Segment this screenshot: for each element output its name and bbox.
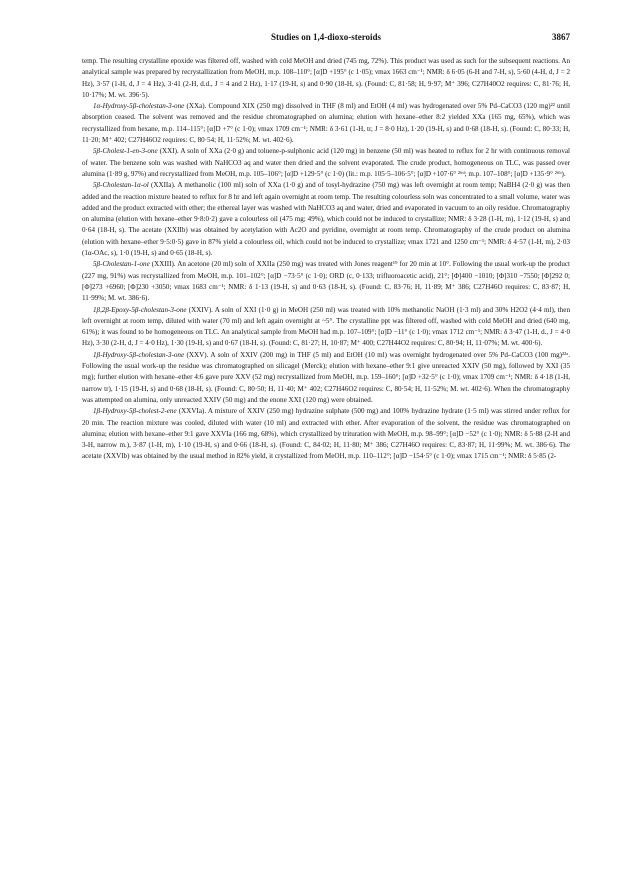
paragraph-compound-xxv <box>82 350 570 406</box>
paragraph-text: (XXVIa). A mixture of XXIV (250 mg) hydrazine sulphate (500 mg) and 100% hydrazine hydrate (1·5 ml) was stirred under reflux for 20 min. The reaction mixture was cooled, diluted with water (10 ml) and extracted with ether. After evaporation of the solvent, the residue was chromatographed on alumina; elution with hexane–ether 9:1 gave XXVIa (166 mg, 68%), which crystallized by trituration with MeOH, m.p. 98–99°; [α]D −52° (c 1·0); NMR: δ 5·88 (2-H and 3-H, narrow m.), 3·87 (1-H, m), 1·10 (19-H, s) and 0·66 (18-H, s). (Found: C, 84·02; H, 11·80; M⁺ 386; C27H46O requires: C, 83·87; H, 11·99%; M. wt. 386·6). The acetate (XXVIb) was obtained by the usual method in 82% yield, it crystallized from MeOH, m.p. 110–112°; [α]D −154·5° (c 1·0); νmax 1715 cm⁻¹; NMR: δ 5·85 (2- <box>82 407 570 461</box>
compound-heading: 1β,2β-Epoxy-5β-cholestan-3-one <box>93 305 187 314</box>
page-number: 3867 <box>552 32 570 42</box>
paragraph-compound-xxa <box>82 101 570 146</box>
paragraph-compound-xxi <box>82 146 570 180</box>
paragraph-compound-xxiv <box>82 305 570 350</box>
paragraph-text: (XXI). A soln of XXa (2·0 g) and toluene-p-sulphonic acid (120 mg) in benzene (50 ml) was heated to reflux for 2 hr with continuous removal of water. The benzene soln was washed with NaHCO3 aq and water then dried and the solvent evaporated. The crude product, homogeneous on TLC, was passed over alumina (1·89 g, 97%) and recrystallized from MeOH, m.p. 105–106°; [α]D +129·5° (c 1·0) (lit.: m.p. 105·5–106·5°; [α]D +107·6° ²⁶ᵈ; m.p. 107–108°; [α]D +135·9° ²⁶ᵇ). <box>82 147 570 178</box>
paragraph-text: (XXIII). An acetone (20 ml) soln of XXIIa (250 mg) was treated with Jones reagent¹⁹ for 20 min at 10°. Following the usual work-up the product (227 mg, 91%) was recrystallized from MeOH, m.p. 101–102°; [α]D −73·5° (c 1·0); ORD (c, 0·133; trifluoroacetic acid), 21°; [Φ]400 −1010; [Φ]310 −7550; [Φ]292 0; [Φ]273 +6960; [Φ]230 +3050; νmax 1683 cm⁻¹; NMR: δ 1·13 (19-H, s) and 0·63 (18-H, s). (Found: C, 83·76; H, 11·89; M⁺ 386; C27H46O requires: C, 83·87; H, 11·99%; M. wt. 386·6). <box>82 260 570 303</box>
compound-heading: 5β-Cholest-1-en-3-one <box>93 147 158 156</box>
compound-heading: 5β-Cholestan-1α-ol <box>93 181 149 190</box>
paragraph-text: temp. The resulting crystalline epoxide was filtered off, washed with cold MeOH and dried (745 mg, 72%). This product was used as such for the subsequent reactions. An analytical sample was prepared by recrystallization from MeOH, m.p. 108–110°; [α]D +195° (c 1·05); νmax 1663 cm⁻¹; NMR: δ 6·05 (6-H and 7-H, s), 5·60 (4-H, d, J = 2 Hz), 3·57 (1-H, d, J = 4 Hz), 3·41 (2-H, d.d., J = 4 and 2 Hz), 1·17 (19-H, s) and 0·90 (18-H, s). (Found: C, 81·58; H, 9·97; M⁺ 396; C27H40O2 requires: C, 81·76; H, 10·17%; M. wt. 396·5). <box>82 57 570 99</box>
running-header <box>82 32 570 46</box>
compound-heading: 1β-Hydroxy-5β-cholest-2-ene <box>93 407 177 416</box>
running-title: Studies on 1,4-dioxo-steroids <box>270 32 382 42</box>
compound-heading: 1α-Hydroxy-5β-cholestan-3-one <box>93 102 185 111</box>
paragraph-epoxide-continuation <box>82 56 570 101</box>
compound-heading: 5β-Cholestan-1-one <box>93 260 150 269</box>
paragraph-text: (XXIV). A soln of XXI (1·0 g) in MeOH (250 ml) was treated with 10% methanolic NaOH (1·3 ml) and 30% H2O2 (4·4 ml), then left overnight at room temp, diluted with water (70 ml) and left again overnight at ~5°. The crystalline ppt was filtered off, washed with cold MeOH and dried (640 mg, 61%); it was found to be homogeneous on TLC. An analytical sample from MeOH had m.p. 107–109°; [α]D −11° (c 1·0); νmax 1712 cm⁻¹; NMR: δ 3·47 (1-H, d., J = 4·0 Hz), 3·30 (2-H, d, J = 4·0 Hz), 1·30 (19-H, s) and 0·67 (18-H, s). (Found: C, 81·27; H, 10·87; M⁺ 400; C27H44O2 requires: C, 80·94; H, 11·07%; M. wt. 400·6). <box>82 305 570 348</box>
paragraph-text: (XXV). A soln of XXIV (200 mg) in THF (5 ml) and EtOH (10 ml) was overnight hydrogenated over 5% Pd–CaCO3 (100 mg)²²ᵃ. Following the usual work-up the residue was chromatographed on silicagel (Merck); elution with hexane–ether 9:1 give unreacted XXIV (50 mg), followed by XXI (35 mg); further elution with hexane–ether 4:6 gave pure XXV (52 mg) recrystallized from MeOH, m.p. 159–160°; [α]D +32·5° (c 1·0); νmax 1709 cm⁻¹; NMR: δ 4·18 (1-H, narrow tr), 1·15 (19-H, s) and 0·68 (18-H, s). (Found: C, 80·50; H, 11·40; M⁺ 402; C27H46O2 requires: C, 80·54; H, 11·52%; M. wt. 402·6). When the chromatography was attempted on alumina, only unreacted XXIV (50 mg) and the enone XXI (120 mg) were obtained. <box>82 350 570 404</box>
compound-heading: 1β-Hydroxy-5β-cholestan-3-one <box>93 350 185 359</box>
paragraph-text: (XXa). Compound XIX (250 mg) dissolved in THF (8 ml) and EtOH (4 ml) was hydrogenated over 5% Pd–CaCO3 (120 mg)²² until absorption ceased. The solvent was removed and the residue chromatographed on alumina; elution with hexane–ether 8:2 yielded XXa (165 mg, 65%), which was recrystallized from hexane, m.p. 114–115°; [α]D +7° (c 1·0); νmax 1709 cm⁻¹; NMR: δ 3·61 (1-H, tr, J = 8·0 Hz), 1·20 (19-H, s) and 0·68 (18-H, s). (Found: C, 80·33; H, 11·20; M⁺ 402; C27H46O2 requires: C, 80·54; H, 11·52%; M. wt. 402·6). <box>82 102 570 145</box>
paragraph-text: (XXIIa). A methanolic (100 ml) soln of XXa (1·0 g) and of tosyl-hydrazine (750 mg) was left overnight at room temp; NaBH4 (2·0 g) was then added and the reaction mixture heated to reflux for 8 hr and left again overnight at room temp. The resulting colourless soln was concentrated to a small volume, water was added and the product extracted with ether; the ethereal layer was washed with NaHCO3 aq and water, dried and evaporated in vacuum to an oily residue. Chromatography on alumina (elution with hexane–ether 9·8:0·2) gave a colourless oil (475 mg; 49%), which could not be induced to crystallize; NMR: δ 3·28 (1-H, m), 1·12 (19-H, s) and 0·64 (18-H, s). The acetate (XXIIb) was obtained by acetylation with Ac2O and pyridine, overnight at room temp. Chromatography of the crude product on alumina (elution with hexane–ether 9·5:0·5) gave in 87% yield a colourless oil, which could not be induced to crystallize; νmax 1721 and 1250 cm⁻¹; NMR: δ 4·57 (1-H, m), 2·03 (1α-OAc, s), 1·0 (19-H, s) and 0·65 (18-H, s). <box>82 181 570 258</box>
paragraph-compound-xxiia <box>82 180 570 259</box>
experimental-text <box>82 56 570 463</box>
paragraph-compound-xxvia <box>82 406 570 462</box>
paragraph-compound-xxiii <box>82 259 570 304</box>
